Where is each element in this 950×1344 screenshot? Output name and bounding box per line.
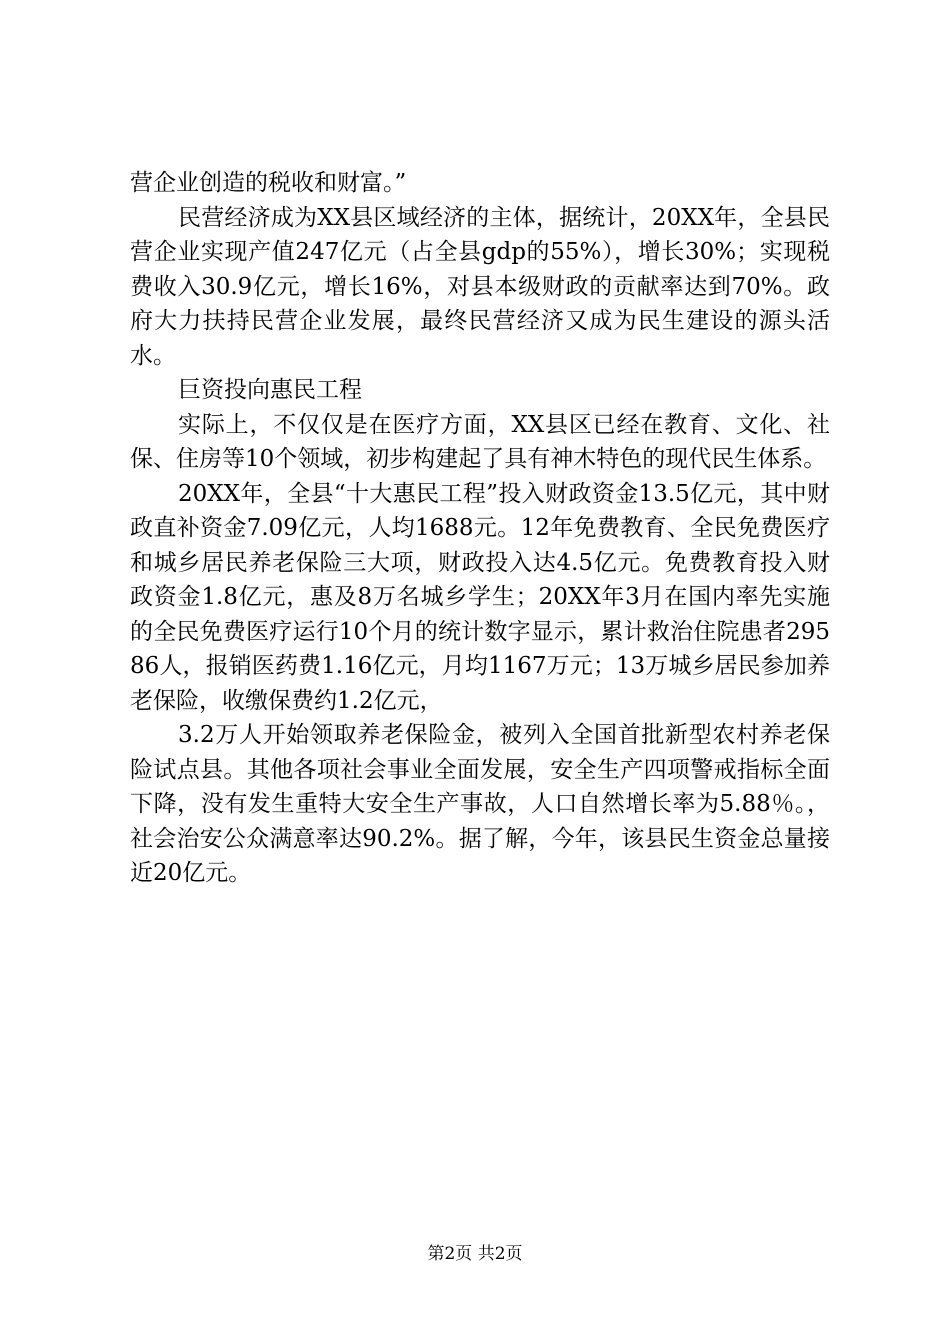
- document-body: [130, 166, 830, 891]
- paragraph-2: 民营经济成为XX县区域经济的主体，据统计，20XX年，全县民营企业实现产值247亿元（占全县gdp的55%），增长30%；实现税费收入30.9亿元，增长16%，对县本级财政的贡献率达到70%。政府大力扶持民营企业发展，最终民营经济又成为民生建设的源头活水。: [130, 204, 830, 369]
- section-heading: 巨资投向惠民工程: [178, 377, 362, 403]
- paragraph-5: 3.2万人开始领取养老保险金，被列入全国首批新型农村养老保险试点县。其他各项社会事业全面发展，安全生产四项警戒指标全面下降，没有发生重特大安全生产事故，人口自然增长率为5.88％。，社会治安公众满意率达90.2%。据了解，今年，该县民生资金总量接近20亿元。: [130, 722, 830, 886]
- paragraph-3: 实际上，不仅仅是在医疗方面，XX县区已经在教育、文化、社保、住房等10个领域，初步构建起了具有神木特色的现代民生体系。: [130, 411, 830, 472]
- page-footer: 第2页 共2页: [427, 1244, 523, 1264]
- paragraph-4: 20XX年，全县“十大惠民工程”投入财政资金13.5亿元，其中财政直补资金7.09亿元，人均1688元。12年免费教育、全民免费医疗和城乡居民养老保险三大项，财政投入达4.5亿元。免费教育投入财政资金1.8亿元，惠及8万名城乡学生；20XX年3月在国内率先实施的全民免费医疗运行10个月的统计数字显示，累计救治住院患者29586人，报销医药费1.16亿元，月均1167万元；13万城乡居民参加养老保险，收缴保费约1.2亿元，: [130, 480, 830, 714]
- paragraph-1: 营企业创造的税收和财富。”: [130, 170, 407, 196]
